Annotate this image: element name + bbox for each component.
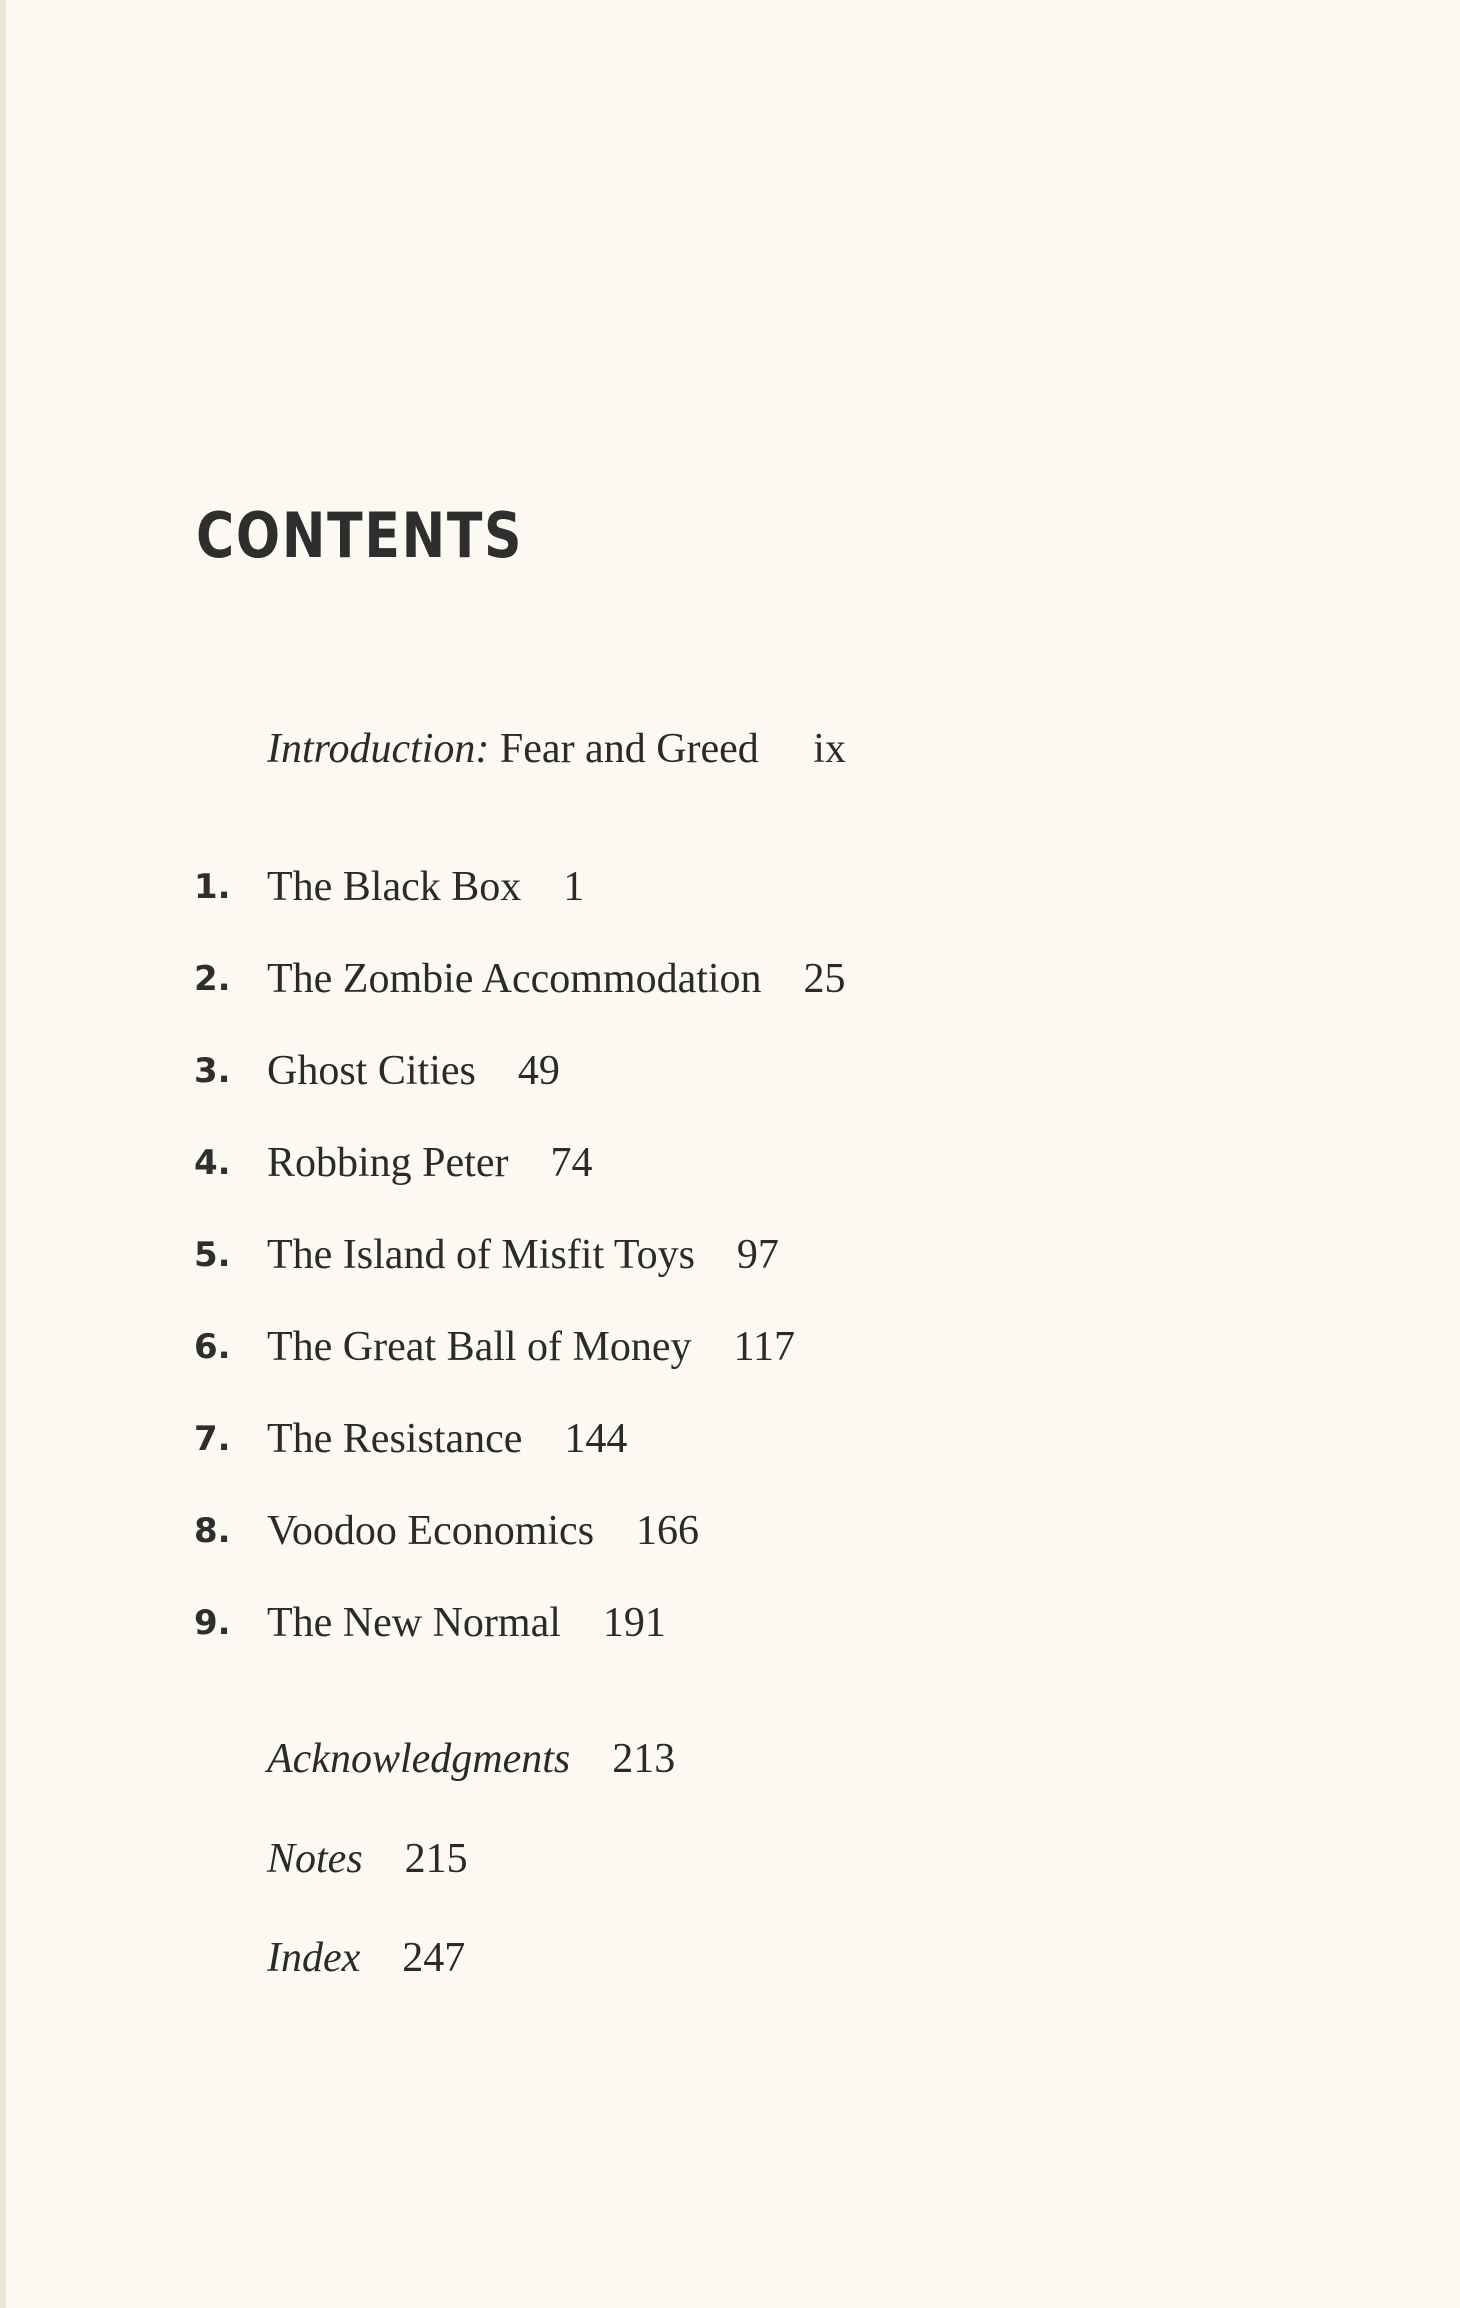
chapter-number: 5. [194,1235,231,1275]
chapter-page: 97 [736,1232,779,1278]
chapter-title: Robbing Peter [267,1140,509,1186]
chapter-title: The Zombie Accommodation [267,956,762,1002]
chapter-page: 117 [733,1324,795,1370]
chapter-title: Ghost Cities [267,1048,476,1094]
intro-label: Introduction: [267,726,490,772]
chapter-page: 25 [803,956,846,1002]
chapter-number: 6. [194,1327,231,1367]
toc-index [267,1937,465,1979]
paper-edge [0,0,6,2308]
back-matter-title: Acknowledgments [267,1736,571,1782]
chapter-page: 191 [602,1600,666,1646]
chapter-page: 49 [517,1048,560,1094]
chapter-title: The New Normal [267,1600,561,1646]
back-matter-page: 215 [404,1836,468,1882]
chapter-number: 9. [194,1603,231,1643]
chapter-title: The Great Ball of Money [267,1324,692,1370]
back-matter-title: Notes [267,1836,363,1882]
chapter-page: 144 [564,1416,628,1462]
back-matter-page: 247 [402,1935,466,1981]
page-title: CONTENTS [196,499,524,572]
chapter-number: 4. [194,1143,231,1183]
back-matter-title: Index [267,1935,361,1981]
toc-intro [267,728,846,770]
chapter-title: The Island of Misfit Toys [267,1232,695,1278]
chapter-number: 1. [194,867,231,907]
intro-page: ix [813,726,846,772]
chapter-title: The Resistance [267,1416,523,1462]
chapter-number: 8. [194,1511,231,1551]
intro-title: Fear and Greed [499,726,759,772]
chapter-number: 3. [194,1051,231,1091]
chapter-page: 1 [563,864,585,910]
chapter-page: 166 [636,1508,700,1554]
chapter-page: 74 [550,1140,593,1186]
back-matter-page: 213 [612,1736,676,1782]
toc-acknowledgments [267,1738,675,1780]
toc-notes [267,1838,468,1880]
chapter-number: 7. [194,1419,231,1459]
chapter-title: Voodoo Economics [267,1508,595,1554]
chapter-number: 2. [194,959,231,999]
chapter-title: The Black Box [267,864,522,910]
